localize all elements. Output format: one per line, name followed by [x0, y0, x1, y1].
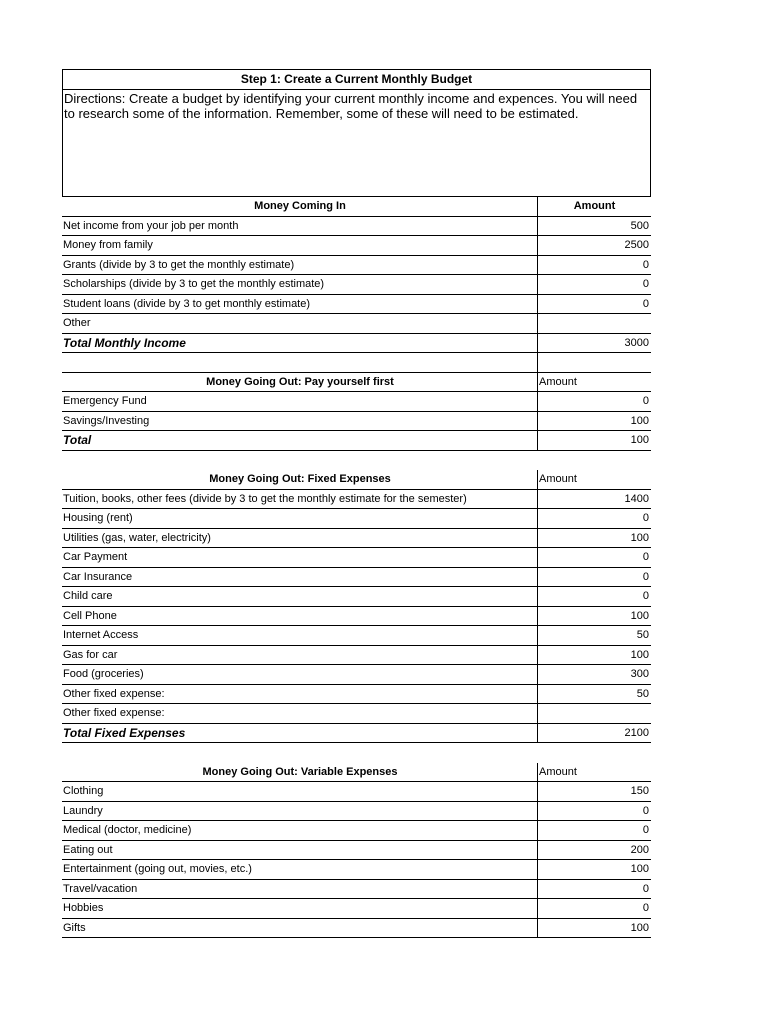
row-amount[interactable]: 0: [537, 802, 651, 821]
spacer: [62, 353, 651, 373]
table-row: [62, 490, 651, 510]
row-label: Other fixed expense:: [63, 707, 165, 719]
table-row: [62, 392, 651, 412]
table-row: [62, 275, 651, 295]
table-row: [62, 509, 651, 529]
pay-yourself-amount-label: Amount: [537, 373, 651, 392]
table-row: [62, 529, 651, 549]
table-row: [62, 782, 651, 802]
row-amount[interactable]: 0: [537, 568, 651, 587]
table-row: [62, 880, 651, 900]
row-label: Child care: [63, 590, 113, 602]
row-label: Tuition, books, other fees (divide by 3 to get the monthly estimate for the semester): [63, 492, 467, 505]
table-row: [62, 256, 651, 276]
row-amount[interactable]: 100: [537, 412, 651, 431]
header-box: [62, 69, 651, 197]
fixed-header-row: [62, 470, 651, 490]
row-label: Food (groceries): [63, 668, 144, 680]
income-total-value: 3000: [537, 334, 651, 353]
row-label: Hobbies: [63, 902, 104, 914]
table-row: [62, 217, 651, 237]
row-label: Car Payment: [63, 551, 128, 563]
row-label: Student loans (divide by 3 to get monthly estimate): [63, 297, 311, 310]
table-row: [62, 412, 651, 432]
table-row: [62, 607, 651, 627]
row-amount[interactable]: 200: [537, 841, 651, 860]
table-row: [62, 568, 651, 588]
row-label: Gifts: [63, 921, 86, 934]
pay-yourself-total-value: 100: [537, 431, 651, 450]
row-amount[interactable]: 0: [537, 509, 651, 528]
row-label: Clothing: [63, 785, 104, 797]
row-amount[interactable]: 100: [537, 860, 651, 879]
fixed-rows: [62, 490, 651, 724]
income-heading: Money Coming In: [254, 200, 346, 212]
table-row: [62, 899, 651, 919]
income-header-row: [62, 197, 651, 217]
row-label: Other fixed expense:: [63, 687, 165, 700]
row-amount[interactable]: 100: [537, 607, 651, 626]
spacer: [62, 743, 651, 763]
row-label: Entertainment (going out, movies, etc.): [63, 863, 252, 875]
budget-sheet: [62, 69, 651, 938]
fixed-total-label: Total Fixed Expenses: [63, 725, 186, 740]
table-row: [62, 236, 651, 256]
row-amount[interactable]: 0: [537, 587, 651, 606]
row-amount[interactable]: 2500: [537, 236, 651, 255]
row-amount[interactable]: 0: [537, 392, 651, 411]
row-amount[interactable]: [537, 314, 651, 333]
variable-header-row: [62, 763, 651, 783]
table-row: [62, 295, 651, 315]
row-amount[interactable]: 150: [537, 782, 651, 801]
fixed-total-value: 2100: [537, 724, 651, 743]
row-amount[interactable]: 0: [537, 295, 651, 314]
row-label: Medical (doctor, medicine): [63, 824, 192, 836]
row-label: Grants (divide by 3 to get the monthly estimate): [63, 258, 295, 271]
row-label: Laundry: [63, 804, 103, 817]
row-label: Internet Access: [63, 629, 139, 641]
pay-yourself-heading: Money Going Out: Pay yourself first: [206, 375, 394, 388]
table-row: [62, 704, 651, 724]
row-amount[interactable]: 0: [537, 256, 651, 275]
table-row: [62, 587, 651, 607]
row-amount[interactable]: 0: [537, 275, 651, 294]
row-label: Money from family: [63, 239, 153, 251]
spacer: [62, 451, 651, 471]
row-amount[interactable]: 100: [537, 919, 651, 938]
income-total-row: [62, 334, 651, 354]
table-row: [62, 314, 651, 334]
row-amount[interactable]: 50: [537, 685, 651, 704]
table-row: [62, 685, 651, 705]
row-amount[interactable]: 0: [537, 899, 651, 918]
row-label: Gas for car: [63, 648, 118, 661]
income-amount-label: Amount: [537, 197, 651, 216]
row-amount[interactable]: 1400: [537, 490, 651, 509]
row-amount[interactable]: 100: [537, 529, 651, 548]
row-amount[interactable]: 0: [537, 548, 651, 567]
table-row: [62, 821, 651, 841]
row-amount[interactable]: 100: [537, 646, 651, 665]
income-total-label: Total Monthly Income: [63, 335, 186, 350]
pay-yourself-header-row: [62, 373, 651, 393]
row-label: Scholarships (divide by 3 to get the monthly estimate): [63, 278, 325, 290]
row-label: Utilities (gas, water, electricity): [63, 531, 211, 544]
row-label: Other: [63, 317, 91, 329]
directions-text: Directions: Create a budget by identifying your current monthly income and expences. You will need to research some of the information. Remember, some of these will need to be estimated.: [64, 91, 638, 121]
table-row: [62, 626, 651, 646]
row-label: Car Insurance: [63, 570, 133, 583]
fixed-total-row: [62, 724, 651, 744]
row-amount[interactable]: 300: [537, 665, 651, 684]
table-row: [62, 841, 651, 861]
row-amount[interactable]: [537, 704, 651, 723]
fixed-amount-label: Amount: [537, 470, 651, 489]
table-row: [62, 548, 651, 568]
table-row: [62, 646, 651, 666]
row-label: Savings/Investing: [63, 414, 150, 427]
income-rows: [62, 217, 651, 334]
row-label: Housing (rent): [63, 512, 133, 524]
table-row: [62, 665, 651, 685]
row-label: Travel/vacation: [63, 882, 138, 895]
row-amount[interactable]: 50: [537, 626, 651, 645]
row-label: Emergency Fund: [63, 395, 147, 407]
variable-heading: Money Going Out: Variable Expenses: [202, 765, 398, 778]
pay-yourself-total-row: [62, 431, 651, 451]
row-amount[interactable]: 0: [537, 880, 651, 899]
page-title: Step 1: Create a Current Monthly Budget: [63, 70, 650, 90]
table-row: [62, 860, 651, 880]
row-amount[interactable]: 0: [537, 821, 651, 840]
pay-yourself-rows: [62, 392, 651, 431]
variable-amount-label: Amount: [537, 763, 651, 782]
variable-rows: [62, 782, 651, 938]
row-label: Net income from your job per month: [63, 219, 239, 232]
pay-yourself-total-label: Total: [63, 433, 92, 447]
row-amount[interactable]: 500: [537, 217, 651, 236]
table-row: [62, 919, 651, 939]
row-label: Cell Phone: [63, 609, 117, 622]
fixed-heading: Money Going Out: Fixed Expenses: [209, 473, 391, 485]
row-label: Eating out: [63, 843, 113, 856]
table-row: [62, 802, 651, 822]
